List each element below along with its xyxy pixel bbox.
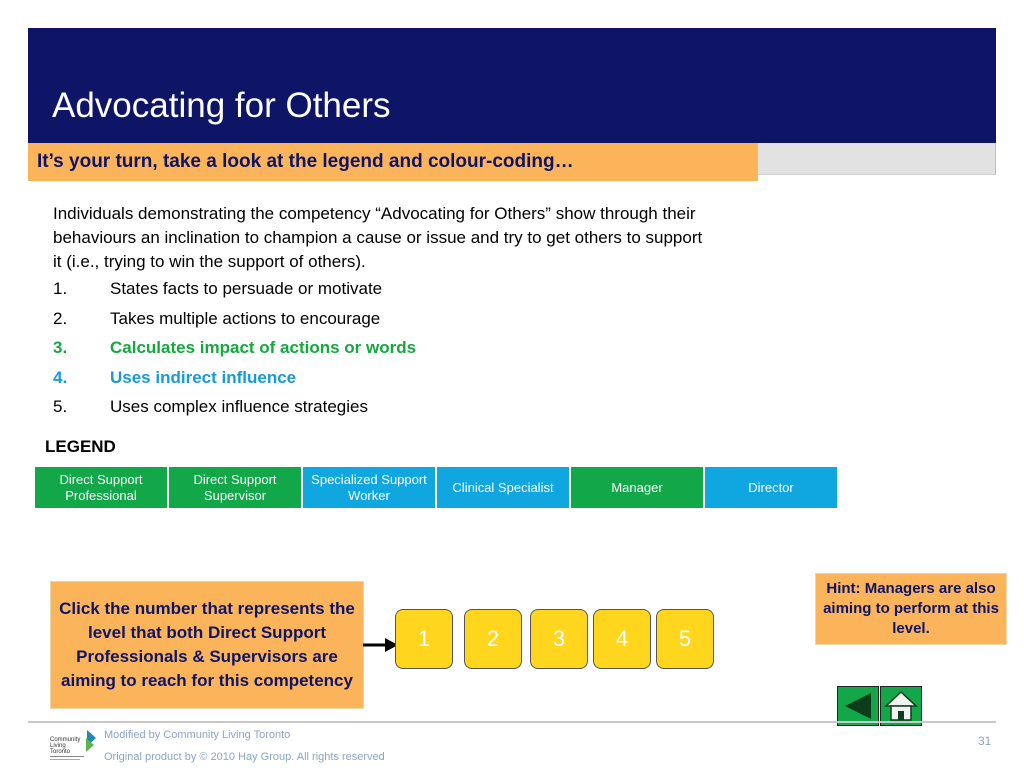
legend-cell-clinical-specialist: Clinical Specialist — [436, 466, 570, 509]
answer-button-2[interactable]: 2 — [464, 609, 522, 669]
legend-cell-director: Director — [704, 466, 838, 509]
level-text: Uses complex influence strategies — [110, 397, 368, 416]
svg-text:Toronto: Toronto — [50, 749, 71, 755]
answer-button-4[interactable]: 4 — [593, 609, 651, 669]
level-text: Calculates impact of actions or words — [110, 338, 417, 357]
hint-box: Hint: Managers are also aiming to perform at this level. — [815, 573, 1007, 645]
level-item-4 — [53, 366, 296, 390]
footer-copyright-text: Original product by © 2010 Hay Group. All rights reserved — [104, 751, 385, 763]
svg-text:Community: Community — [50, 737, 81, 743]
level-item-2 — [53, 307, 380, 331]
level-number: 2. — [53, 309, 68, 328]
footer-modified-text: Modified by Community Living Toronto — [104, 729, 291, 741]
question-box: Click the number that represents the level that both Direct Support Professionals & Supervisors are aiming to reach for this competency — [50, 581, 364, 709]
legend-cell-specialized-support-worker: Specialized Support Worker — [302, 466, 436, 509]
level-text: States facts to persuade or motivate — [110, 279, 383, 298]
triangle-left-icon — [838, 687, 878, 725]
level-number: 3. — [53, 338, 68, 357]
level-item-5 — [53, 395, 368, 419]
level-text: Uses indirect influence — [110, 368, 297, 387]
intro-paragraph: Individuals demonstrating the competency “Advocating for Others” show through their behaviours an inclination to champion a cause or issue and try to get others to support it (i.e., trying to win the support of others). — [53, 204, 703, 271]
home-icon — [881, 687, 921, 725]
page-title: Advocating for Others — [52, 86, 391, 125]
legend-cell-direct-support-professional: Direct Support Professional — [34, 466, 168, 509]
legend-heading: LEGEND — [45, 437, 116, 456]
level-item-3 — [53, 336, 416, 360]
level-text: Takes multiple actions to encourage — [110, 309, 381, 328]
footer-divider — [28, 721, 996, 723]
legend-cell-direct-support-supervisor: Direct Support Supervisor — [168, 466, 302, 509]
arrow-right-icon — [363, 635, 399, 655]
page-number: 31 — [978, 734, 992, 748]
answer-button-1[interactable]: 1 — [395, 609, 453, 669]
legend-cell-manager: Manager — [570, 466, 704, 509]
legend-row — [34, 466, 838, 509]
svg-text:Living: Living — [50, 743, 66, 749]
level-number: 1. — [53, 279, 68, 298]
back-button[interactable] — [837, 686, 879, 726]
subtitle-text: It’s your turn, take a look at the legend and colour-coding… — [37, 151, 574, 172]
answer-button-5[interactable]: 5 — [656, 609, 714, 669]
level-number: 5. — [53, 397, 68, 416]
answer-button-3[interactable]: 3 — [530, 609, 588, 669]
level-number: 4. — [53, 368, 68, 387]
home-button[interactable] — [880, 686, 922, 726]
community-living-logo — [50, 728, 100, 764]
level-item-1 — [53, 277, 382, 301]
